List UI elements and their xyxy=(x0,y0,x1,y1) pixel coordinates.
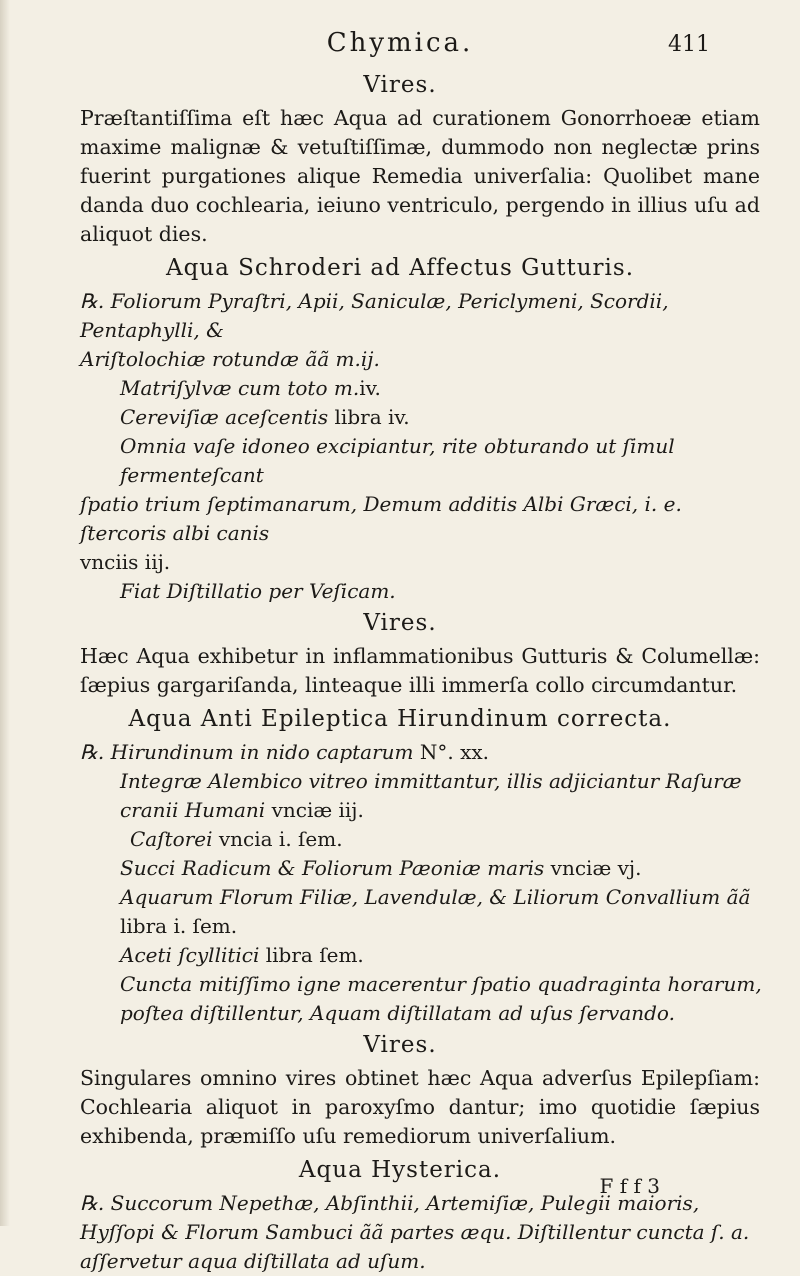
paragraph-epilepsia: Singulares omnino vires obtinet hæc Aqua adverſus Epilepſiam: Cochlearia aliquot in paroxyſmo dantur; imo quotidie ſæpius exhibenda, præmiſſo uſu remediorum univerſalium. xyxy=(80,1066,760,1148)
recipe-epileptica xyxy=(80,738,770,1028)
recipe-line: Integræ Alembico vitreo immittantur, illis adjiciantur Raſuræ cranii Humani vnciæ iij. xyxy=(120,769,742,822)
recipe-line: Cuncta mitiſſimo igne macerentur ſpatio quadraginta horarum, poſtea diſtillentur, Aquam diſtillatam ad uſus ſervando. xyxy=(120,972,762,1025)
paragraph-gutturis: Hæc Aqua exhibetur in inflammationibus Gutturis & Columellæ: ſæpius gargariſanda, linteaque illi immerſa collo circumdantur. xyxy=(80,644,760,697)
page-header xyxy=(0,28,800,68)
section-heading-vires-3: Vires. xyxy=(363,1032,437,1058)
section-heading-vires-2: Vires. xyxy=(363,610,437,636)
recipe-line: Ariſtolochiæ rotundæ ãã m.ij. xyxy=(80,347,380,371)
page-number: 411 xyxy=(668,32,710,57)
recipe-line: Cereviſiæ aceſcentis libra iv. xyxy=(120,405,410,429)
paragraph-gonorrhoea: Præſtantiſſima eſt hæc Aqua ad curationem Gonorrhoeæ etiam maxime malignæ & vetuſtiſſimæ, dummodo non neglectæ prins fuerint purgationes alique Remedia univerſalia: Quolibet mane danda duo cochlearia, ieiuno ventriculo, pergendo in illius uſu ad aliquot dies. xyxy=(80,106,760,246)
recipe-line: Aceti ſcyllitici libra ſem. xyxy=(120,943,364,967)
recipe-hysterica: ℞. Succorum Nepethæ, Abſinthii, Artemiſiæ, Pulegii maioris, Hyſſopi & Florum Sambuci ãã partes æqu. Diſtillentur cuncta ſ. a. aſſervetur aqua diſtillata ad uſum. xyxy=(80,1191,750,1273)
recipe-line: ℞. Foliorum Pyraſtri, Apii, Saniculæ, Periclymeni, Scordii, Pentaphylli, & xyxy=(80,289,669,342)
recipe-line: vnciis iij. xyxy=(80,550,171,574)
heading-aqua-schroderi: Aqua Schroderi ad Affectus Gutturis. xyxy=(165,255,635,281)
signature-mark: F f f 3 xyxy=(599,1174,660,1198)
recipe-line: ℞. Hirundinum in nido captarum N°. xx. xyxy=(80,740,489,764)
heading-aqua-hysterica: Aqua Hysterica. xyxy=(298,1157,502,1183)
running-head: Chymica. xyxy=(326,28,474,58)
section-heading-vires-1: Vires. xyxy=(363,72,437,98)
recipe-line: Succi Radicum & Foliorum Pæoniæ maris vnciæ vj. xyxy=(120,856,642,880)
recipe-schroderi xyxy=(80,287,770,606)
recipe-line: Fiat Diſtillatio per Veſicam. xyxy=(120,579,396,603)
recipe-line: Matriſylvæ cum toto m.iv. xyxy=(120,376,381,400)
recipe-line: Caſtorei vncia i. ſem. xyxy=(130,827,343,851)
recipe-line: Aquarum Florum Filiæ, Lavendulæ, & Liliorum Convallium ãã libra i. ſem. xyxy=(120,885,751,938)
recipe-line: Omnia vaſe idoneo excipiantur, rite obturando ut ſimul fermenteſcant xyxy=(120,434,675,487)
recipe-line: ſpatio trium ſeptimanarum, Demum additis Albi Græci, i. e. ſtercoris albi canis xyxy=(80,492,682,545)
heading-aqua-anti-epileptica: Aqua Anti Epileptica Hirundinum correcta. xyxy=(128,706,672,732)
